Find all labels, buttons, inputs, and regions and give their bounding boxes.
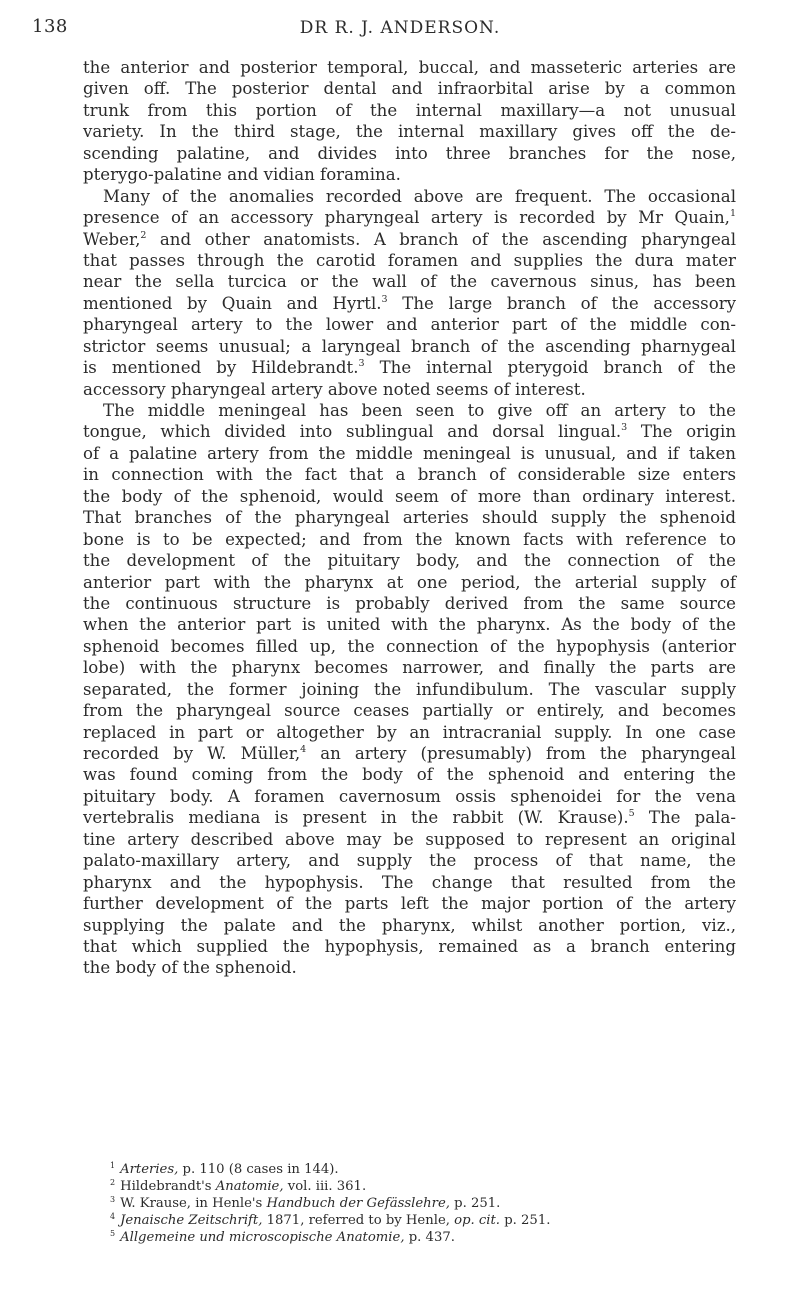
text-line: when the anterior part is united with the pharynx. As the body of the xyxy=(83,615,736,635)
text-line: the development of the pituitary body, and the connection of the xyxy=(83,551,736,571)
text-line: trunk from this portion of the internal maxillary—a not unusual xyxy=(83,100,736,120)
text-line: from the pharyngeal source ceases partially or entirely, and becomes xyxy=(83,701,736,721)
text-line: given off. The posterior dental and infraorbital arise by a common xyxy=(83,79,736,99)
text-line: bone is to be expected; and from the known facts with reference to xyxy=(83,529,736,549)
running-head: DR R. J. ANDERSON. xyxy=(299,18,501,38)
text-line: That branches of the pharyngeal arteries should supply the sphenoid xyxy=(83,508,736,528)
text-line: the continuous structure is probably derived from the same source xyxy=(83,593,736,613)
text-line: anterior part with the pharynx at one period, the arterial supply of xyxy=(83,572,736,592)
text-line: replaced in part or altogether by an intracranial supply. In one case xyxy=(83,722,736,742)
text-line: lobe) with the pharynx becomes narrower, and finally the parts are xyxy=(83,658,736,678)
footnote: $^5$ Allgemeine und microscopische Anatomie, p. 437. xyxy=(110,1228,455,1245)
text-line: the body of the sphenoid. xyxy=(83,958,297,978)
footnote-ref: 3 xyxy=(621,422,628,434)
footnote: $^2$ Hildebrandt's Anatomie, vol. iii. 361. xyxy=(110,1177,367,1194)
text-line: of a palatine artery from the middle meningeal is unusual, and if taken xyxy=(83,443,736,463)
text-line: scending palatine, and divides into three branches for the nose, xyxy=(83,143,736,163)
text-line: vertebralis mediana is present in the rabbit (W. Krause).$^5$ The pala- xyxy=(83,808,736,828)
footnote-ref: 3 xyxy=(358,358,365,370)
text-line: The middle meningeal has been seen to give off an artery to the xyxy=(103,401,736,420)
text-line: recorded by W. Müller,$^4$ an artery (presumably) from the pharyngeal xyxy=(83,744,736,763)
text-line: in connection with the fact that a branch of considerable size enters xyxy=(83,465,736,485)
text-line: the anterior and posterior temporal, buccal, and masseteric arteries are xyxy=(83,58,736,77)
text-line: Weber,$^2$ and other anatomists. A branch of the ascending pharyngeal xyxy=(83,229,736,249)
text-line: near the sella turcica or the wall of the cavernous sinus, has been xyxy=(83,272,736,292)
text-line: the body of the sphenoid, would seem of more than ordinary interest. xyxy=(83,486,736,506)
text-line: palato-maxillary artery, and supply the process of that name, the xyxy=(83,851,736,871)
text-line: tine artery described above may be supposed to represent an original xyxy=(83,829,736,849)
footnote-ref: 1 xyxy=(729,208,736,220)
text-line: pharynx and the hypophysis. The change that resulted from the xyxy=(83,872,736,892)
text-line: pharyngeal artery to the lower and anterior part of the middle con- xyxy=(83,315,736,335)
text-line: sphenoid becomes filled up, the connection of the hypophysis (anterior xyxy=(83,636,736,656)
text-line: strictor seems unusual; a laryngeal branch of the ascending pharnygeal xyxy=(83,336,736,356)
text-line: tongue, which divided into sublingual and dorsal lingual.$^3$ The origin xyxy=(83,422,737,442)
text-line: mentioned by Quain and Hyrtl.$^3$ The large branch of the accessory xyxy=(83,293,736,313)
footnote: $^3$ W. Krause, in Henle's Handbuch der Gefässlehre, p. 251. xyxy=(110,1194,501,1211)
text-line: is mentioned by Hildebrandt.$^3$ The internal pterygoid branch of the xyxy=(83,358,736,378)
text-line: accessory pharyngeal artery above noted seems of interest. xyxy=(83,379,586,399)
footnote: $^1$ Arteries, p. 110 (8 cases in 144). xyxy=(110,1161,339,1177)
body-text xyxy=(83,57,736,979)
text-line: pituitary body. A foramen cavernosum ossis sphenoidei for the vena xyxy=(83,786,736,806)
text-line: supplying the palate and the pharynx, whilst another portion, viz., xyxy=(83,915,736,935)
text-line: that passes through the carotid foramen and supplies the dura mater xyxy=(83,250,736,270)
text-line: separated, the former joining the infundibulum. The vascular supply xyxy=(83,679,736,699)
text-line: that which supplied the hypophysis, remained as a branch entering xyxy=(83,936,736,956)
page-number: 138 xyxy=(32,16,68,37)
footnotes xyxy=(110,1162,736,1246)
footnote: $^4$ Jenaische Zeitschrift, 1871, referred to by Henle, op. cit. p. 251. xyxy=(110,1211,551,1228)
footnote-ref: 3 xyxy=(381,293,388,305)
text-line: variety. In the third stage, the internal maxillary gives off the de- xyxy=(83,122,736,142)
text-line: presence of an accessory pharyngeal artery is recorded by Mr Quain,$^1$ xyxy=(83,208,736,228)
text-line: pterygo-palatine and vidian foramina. xyxy=(83,165,401,185)
text-line: Many of the anomalies recorded above are frequent. The occasional xyxy=(103,186,736,206)
text-line: was found coming from the body of the sphenoid and entering the xyxy=(83,765,736,785)
footnote-ref: 4 xyxy=(300,744,307,755)
text-line: further development of the parts left the major portion of the artery xyxy=(83,894,736,914)
footnote-ref: 2 xyxy=(140,229,147,241)
footnote-ref: 5 xyxy=(628,808,635,820)
